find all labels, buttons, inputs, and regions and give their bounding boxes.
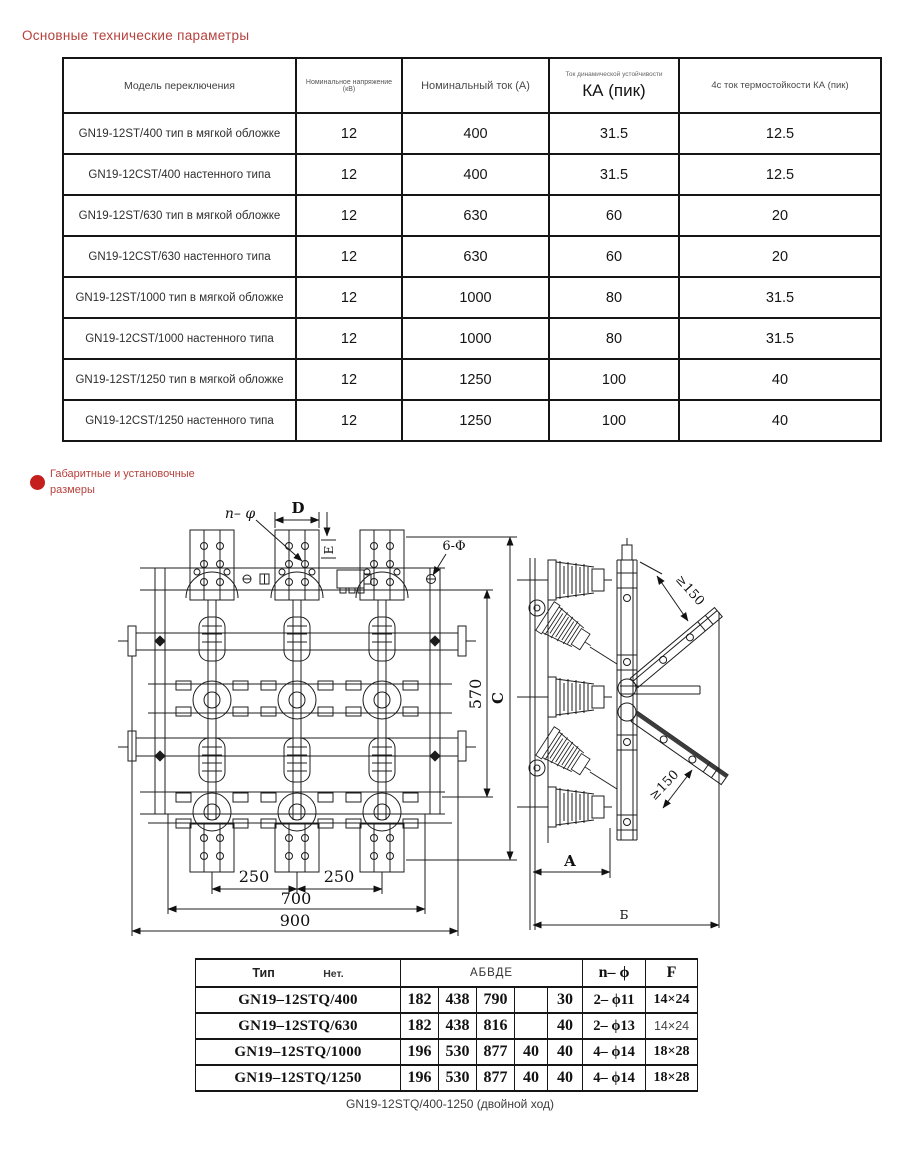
drawing-caption: GN19-12STQ/400-1250 (двойной ход)	[346, 1097, 554, 1111]
cell-n-phi: 2– ϕ13	[583, 1013, 646, 1039]
cell-current: 1000	[402, 318, 549, 359]
dim-label-6-phi: 6-Φ	[442, 539, 466, 554]
cell-dynamic: 100	[549, 359, 679, 400]
col-header-model: Модель переключения	[63, 58, 296, 113]
col-header-voltage: Номинальное напряжение (кВ)	[296, 58, 402, 113]
table-row	[63, 318, 881, 359]
cell-f: 14×24	[646, 987, 698, 1013]
dim-label-250-left: 250	[238, 867, 270, 886]
dim-label-ge150-top: ≥150	[672, 572, 708, 609]
col-header-type-label: Тип	[252, 966, 275, 980]
cell-model: GN19-12ST/630 тип в мягкой обложке	[63, 195, 296, 236]
table-row	[63, 236, 881, 277]
cell-dynamic: 100	[549, 400, 679, 441]
params-header-row	[63, 58, 881, 113]
cell-voltage: 12	[296, 113, 402, 154]
front-view	[118, 530, 476, 894]
cell-current: 1000	[402, 277, 549, 318]
cell-model: GN19-12CST/1250 настенного типа	[63, 400, 296, 441]
dim-label-ge150-bottom: ≥150	[646, 767, 683, 804]
cell-dim: 438	[439, 1013, 477, 1039]
col-header-dynamic	[549, 58, 679, 113]
col-header-thermal: 4с ток термостойкости КА (пик)	[679, 58, 881, 113]
cell-voltage: 12	[296, 195, 402, 236]
cell-current: 400	[402, 113, 549, 154]
cell-current: 1250	[402, 400, 549, 441]
cell-thermal: 12.5	[679, 154, 881, 195]
cell-voltage: 12	[296, 318, 402, 359]
table-row	[63, 359, 881, 400]
cell-type: GN19–12STQ/400	[196, 987, 401, 1013]
cell-dynamic: 80	[549, 277, 679, 318]
cell-n-phi: 4– ϕ14	[583, 1039, 646, 1065]
cell-dim: 196	[401, 1065, 439, 1091]
table-row	[196, 987, 698, 1013]
section-title-parameters: Основные технические параметры	[22, 28, 250, 43]
section-heading-line2: размеры	[50, 484, 95, 496]
cell-current: 630	[402, 236, 549, 277]
cell-dim: 530	[439, 1039, 477, 1065]
cell-dynamic: 31.5	[549, 113, 679, 154]
cell-model: GN19-12ST/1000 тип в мягкой обложке	[63, 277, 296, 318]
table-row	[63, 400, 881, 441]
dim-label-e: E	[322, 545, 336, 555]
col-header-net-label: Нет.	[323, 968, 344, 980]
cell-thermal: 40	[679, 359, 881, 400]
cell-model: GN19-12ST/400 тип в мягкой обложке	[63, 113, 296, 154]
cell-dim: 790	[477, 987, 515, 1013]
cell-f: 18×28	[646, 1039, 698, 1065]
col-header-current: Номинальный ток (А)	[402, 58, 549, 113]
cell-dynamic: 60	[549, 195, 679, 236]
cell-type: GN19–12STQ/1250	[196, 1065, 401, 1091]
dimensions-table	[195, 958, 698, 1092]
cell-dim: 182	[401, 987, 439, 1013]
cell-dim: 40	[515, 1065, 548, 1091]
cell-dim: 530	[439, 1065, 477, 1091]
cell-type: GN19–12STQ/1000	[196, 1039, 401, 1065]
cell-model: GN19-12CST/1000 настенного типа	[63, 318, 296, 359]
cell-current: 400	[402, 154, 549, 195]
table-row	[63, 195, 881, 236]
cell-dim: 40	[515, 1039, 548, 1065]
cell-model: GN19-12ST/1250 тип в мягкой обложке	[63, 359, 296, 400]
dim-label-900: 900	[279, 911, 311, 930]
cell-thermal: 12.5	[679, 113, 881, 154]
section-heading-dimensions	[50, 466, 195, 498]
cell-voltage: 12	[296, 154, 402, 195]
cell-current: 630	[402, 195, 549, 236]
red-bullet-icon	[30, 475, 45, 490]
cell-thermal: 20	[679, 236, 881, 277]
table-row	[196, 1065, 698, 1091]
cell-dim: 30	[548, 987, 583, 1013]
table-row	[63, 154, 881, 195]
cell-thermal: 31.5	[679, 277, 881, 318]
cell-dim: 877	[477, 1065, 515, 1091]
cell-voltage: 12	[296, 359, 402, 400]
cell-voltage: 12	[296, 400, 402, 441]
cell-dim: 40	[548, 1013, 583, 1039]
params-table	[62, 57, 882, 442]
cell-model: GN19-12CST/630 настенного типа	[63, 236, 296, 277]
cell-voltage: 12	[296, 236, 402, 277]
table-row	[63, 113, 881, 154]
cell-n-phi: 4– ϕ14	[583, 1065, 646, 1091]
cell-thermal: 40	[679, 400, 881, 441]
cell-type: GN19–12STQ/630	[196, 1013, 401, 1039]
table-row	[196, 1013, 698, 1039]
dim-label-700: 700	[280, 889, 312, 908]
cell-dynamic: 80	[549, 318, 679, 359]
cell-current: 1250	[402, 359, 549, 400]
col-header-dynamic-main: КА (пик)	[582, 80, 646, 100]
cell-thermal: 20	[679, 195, 881, 236]
cell-voltage: 12	[296, 277, 402, 318]
cell-dim	[515, 987, 548, 1013]
cell-dim: 877	[477, 1039, 515, 1065]
col-header-abvde: АБВДЕ	[401, 959, 583, 987]
dim-label-c: C	[489, 692, 507, 704]
cell-n-phi: 2– ϕ11	[583, 987, 646, 1013]
dims-header-row	[196, 959, 698, 987]
col-header-dynamic-sub: Ток динамической устойчивости	[565, 70, 663, 78]
section-heading-line1: Габаритные и установочные	[50, 468, 195, 480]
dim-label-570: 570	[466, 678, 485, 710]
cell-dim: 438	[439, 987, 477, 1013]
col-header-f: F	[646, 959, 698, 987]
cell-dim	[515, 1013, 548, 1039]
dimension-labels	[225, 499, 707, 930]
dim-label-n-phi: n– φ	[224, 506, 256, 522]
cell-dynamic: 60	[549, 236, 679, 277]
col-header-type	[196, 959, 401, 987]
cell-thermal: 31.5	[679, 318, 881, 359]
cell-dim: 196	[401, 1039, 439, 1065]
cell-f: 18×28	[646, 1065, 698, 1091]
col-header-n-phi: n– ϕ	[583, 959, 646, 987]
dim-label-b: Б	[619, 908, 629, 922]
cell-dim: 816	[477, 1013, 515, 1039]
cell-dim: 40	[548, 1039, 583, 1065]
table-row	[63, 277, 881, 318]
dim-label-a: A	[564, 852, 576, 870]
table-row	[196, 1039, 698, 1065]
technical-drawing	[40, 498, 895, 958]
dim-label-d: D	[291, 499, 305, 517]
cell-dim: 40	[548, 1065, 583, 1091]
cell-dim: 182	[401, 1013, 439, 1039]
dim-label-250-right: 250	[323, 867, 355, 886]
cell-f: 14×24	[646, 1013, 698, 1039]
cell-model: GN19-12CST/400 настенного типа	[63, 154, 296, 195]
cell-dynamic: 31.5	[549, 154, 679, 195]
